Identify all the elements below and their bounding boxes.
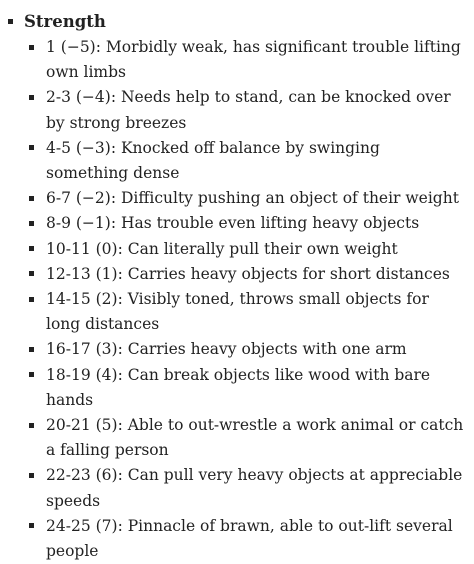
bullet-square-icon	[29, 246, 34, 251]
list-item-text: 10-11 (0): Can literally pull their own weight	[46, 239, 398, 258]
bullet-square-icon	[29, 145, 34, 150]
bullet-square-icon	[29, 221, 34, 226]
bullet-square-icon	[29, 523, 34, 528]
list-item-text: 12-13 (1): Carries heavy objects for short distances	[46, 264, 450, 283]
list-item	[24, 413, 466, 463]
bullet-square-icon	[29, 271, 34, 276]
list-item-text: 24-25 (7): Pinnacle of brawn, able to out-lift several people	[46, 516, 453, 561]
list-item	[24, 463, 466, 513]
list-item-text: 16-17 (3): Carries heavy objects with one arm	[46, 340, 407, 359]
list-item	[24, 363, 466, 413]
score-list	[24, 35, 466, 564]
list-item	[24, 35, 466, 85]
bullet-square-icon	[8, 19, 13, 24]
list-item	[24, 337, 466, 362]
list-item-text: 6-7 (−2): Difficulty pushing an object of their weight	[46, 189, 459, 208]
bullet-square-icon	[29, 297, 34, 302]
list-item	[24, 262, 466, 287]
bullet-square-icon	[29, 347, 34, 352]
bullet-square-icon	[29, 45, 34, 50]
list-item	[24, 287, 466, 337]
list-item	[24, 211, 466, 236]
list-item-text: 18-19 (4): Can break objects like wood with bare hands	[46, 365, 431, 409]
bullet-square-icon	[29, 473, 34, 478]
attribute-list	[6, 9, 466, 564]
attribute-section	[6, 9, 466, 564]
list-item	[24, 514, 466, 564]
list-item	[24, 85, 466, 135]
list-item-text: 20-21 (5): Able to out-wrestle a work animal or catch a falling person	[46, 416, 464, 460]
bullet-square-icon	[29, 95, 34, 100]
section-title: Strength	[24, 12, 106, 31]
list-item	[24, 136, 466, 186]
bullet-square-icon	[29, 372, 34, 377]
bullet-square-icon	[29, 423, 34, 428]
list-item-text: 14-15 (2): Visibly toned, throws small objects for long distances	[46, 290, 429, 334]
bullet-square-icon	[29, 196, 34, 201]
list-item	[24, 237, 466, 262]
list-item-text: 8-9 (−1): Has trouble even lifting heavy objects	[46, 214, 420, 233]
list-item-text: 1 (−5): Morbidly weak, has significant trouble lifting own limbs	[46, 38, 461, 82]
list-item-text: 2-3 (−4): Needs help to stand, can be knocked over by strong breezes	[46, 88, 451, 132]
list-item	[24, 186, 466, 211]
list-item-text: 22-23 (6): Can pull very heavy objects at appreciable speeds	[46, 466, 463, 510]
list-item-text: 4-5 (−3): Knocked off balance by swinging something dense	[46, 138, 380, 183]
